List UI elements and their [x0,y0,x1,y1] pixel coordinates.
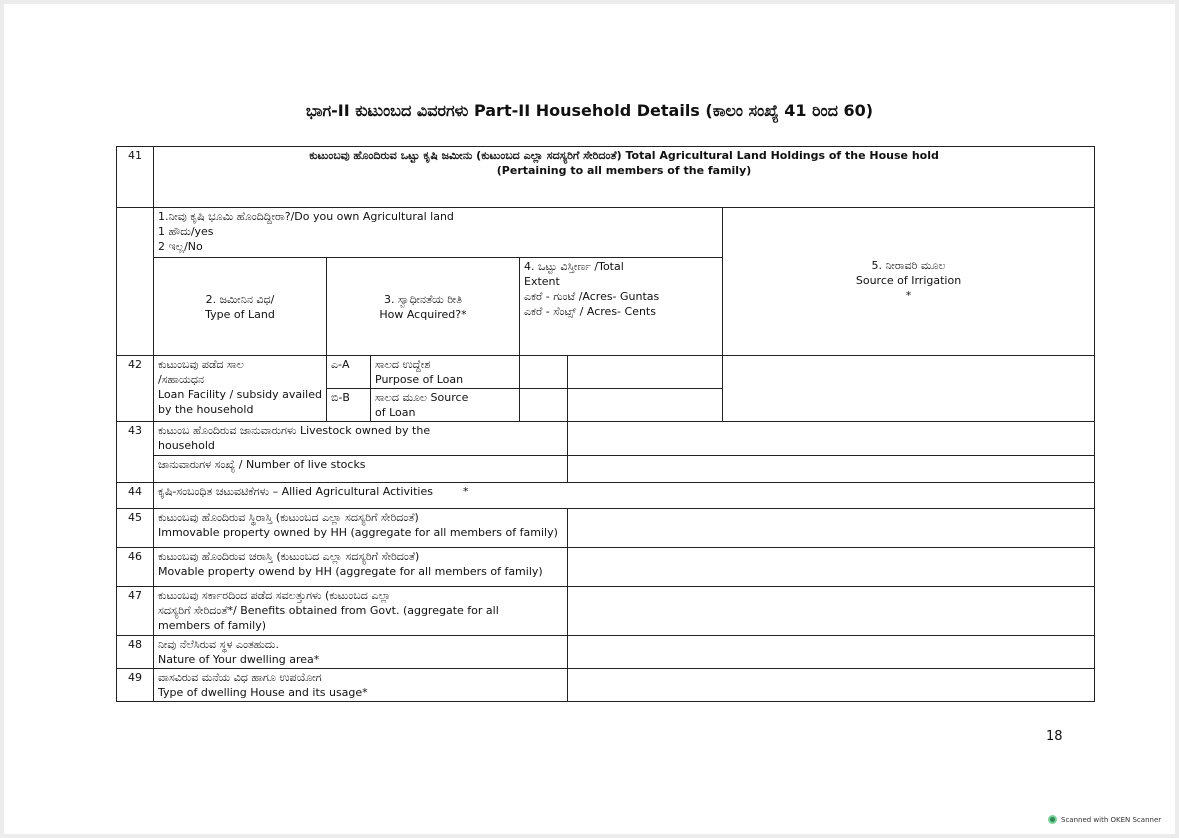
page-number: 18 [1046,729,1063,744]
table-row [117,636,1095,669]
row-number: 42 [117,356,154,422]
table-row [117,456,1095,483]
section-heading: ಕುಟುಂಬವು ಹೊಂದಿರುವ ಒಟ್ಟು ಕೃಷಿ ಜಮೀನು (ಕುಟುಂಬದ ಎಲ್ಲಾ ಸದಸ್ಯರಿಗೆ ಸೇರಿದಂತೆ) Total Agricultural Land Holdings of the House hold (Pertaining to all members of the family) [154,147,1095,208]
loan-source-label: ಸಾಲದ ಮೂಲ Source of Loan [371,389,520,422]
scanner-watermark: Scanned with OKEN Scanner [1048,815,1161,824]
loan-source-field-2[interactable] [568,389,723,422]
livestock-field[interactable] [568,422,1095,456]
question-own-land: 1.ನೀವು ಕೃಷಿ ಭೂಮಿ ಹೊಂದಿದ್ದೀರಾ?/Do you own Agricultural land 1 ಹೌದು/yes 2 ಇಲ್ಲ/No [154,208,723,258]
loan-source-field[interactable] [520,389,568,422]
movable-property-field[interactable] [568,548,1095,587]
loan-remarks-field[interactable] [723,356,1095,422]
type-of-land-header: 2. ಜಮೀನಿನ ವಿಧ/ Type of Land [154,258,327,356]
table-row [117,356,1095,389]
row-number: 48 [117,636,154,669]
dwelling-type-field[interactable] [568,669,1095,702]
immovable-property-field[interactable] [568,509,1095,548]
movable-property-label: ಕುಟುಂಬವು ಹೊಂದಿರುವ ಚರಾಸ್ತಿ (ಕುಟುಂಬದ ಎಲ್ಲಾ ಸದಸ್ಯರಿಗೆ ಸೇರಿದಂತೆ) Movable property owend by HH (aggregate for all members of family) [154,548,568,587]
scanner-logo-icon [1048,815,1057,824]
row-number: 45 [117,509,154,548]
table-row [117,147,1095,208]
allied-activities-label: ಕೃಷಿ-ಸಂಬಂಧಿತ ಚಟುವಟಿಕೆಗಳು – Allied Agricultural Activities * [154,483,1095,509]
row-number: 46 [117,548,154,587]
total-extent-header: 4. ಒಟ್ಟು ವಿಸ್ತೀರ್ಣ /Total Extent ಎಕರೆ - ಗುಂಟೆ /Acres- Guntas ಎಕರೆ - ಸೆಂಟ್ಸ್ / Acres- Cents [520,258,723,356]
row-number: 49 [117,669,154,702]
row-number-blank [117,208,154,356]
dwelling-area-field[interactable] [568,636,1095,669]
loan-a-code: ಎ-A [327,356,371,389]
loan-b-code: ಬಿ-B [327,389,371,422]
table-row [117,422,1095,456]
govt-benefits-field[interactable] [568,587,1095,636]
dwelling-area-label: ನೀವು ನೆಲೆಸಿರುವ ಸ್ಥಳ ಎಂತಹುದು. Nature of Your dwelling area* [154,636,568,669]
table-row [117,483,1095,509]
immovable-property-label: ಕುಟುಂಬವು ಹೊಂದಿರುವ ಸ್ಥಿರಾಸ್ತಿ (ಕುಟುಂಬದ ಎಲ್ಲಾ ಸದಸ್ಯರಿಗೆ ಸೇರಿದಂತೆ) Immovable property owned by HH (aggregate for all members of family) [154,509,568,548]
dwelling-type-label: ವಾಸವಿರುವ ಮನೆಯ ವಿಧ ಹಾಗೂ ಉಪಯೋಗ Type of dwelling House and its usage* [154,669,568,702]
loan-purpose-field-2[interactable] [568,356,723,389]
livestock-count-label: ಜಾನುವಾರುಗಳ ಸಂಖ್ಯೆ / Number of live stocks [154,456,568,483]
table-row [117,669,1095,702]
table-row [117,208,1095,258]
loan-facility-label: ಕುಟುಂಬವು ಪಡೆದ ಸಾಲ /ಸಹಾಯಧನ Loan Facility / subsidy availed by the household [154,356,327,422]
row-number: 41 [117,147,154,208]
irrigation-source-header: 5. ನೀರಾವರಿ ಮೂಲ Source of Irrigation * [723,208,1095,356]
govt-benefits-label: ಕುಟುಂಬವು ಸರ್ಕಾರದಿಂದ ಪಡೆದ ಸವಲತ್ತುಗಳು (ಕುಟುಂಬದ ಎಲ್ಲಾ ಸದಸ್ಯರಿಗೆ ಸೇರಿದಂತೆ*/ Benefits obtained from Govt. (aggregate for all members of family) [154,587,568,636]
page-title: ಭಾಗ-II ಕುಟುಂಬದ ವಿವರಗಳು Part-II Household Details (ಕಾಲಂ ಸಂಖ್ಯೆ 41 ರಿಂದ 60) [305,101,874,120]
livestock-count-field[interactable] [568,456,1095,483]
livestock-label: ಕುಟುಂಬ ಹೊಂದಿರುವ ಜಾನುವಾರುಗಳು Livestock owned by the household [154,422,568,456]
household-details-table [116,146,1095,702]
row-number: 43 [117,422,154,483]
how-acquired-header: 3. ಸ್ವಾಧೀನತೆಯ ರೀತಿ How Acquired?* [327,258,520,356]
table-row [117,509,1095,548]
loan-purpose-label: ಸಾಲದ ಉದ್ದೇಶ Purpose of Loan [371,356,520,389]
table-row [117,587,1095,636]
loan-purpose-field[interactable] [520,356,568,389]
row-number: 47 [117,587,154,636]
table-row [117,548,1095,587]
row-number: 44 [117,483,154,509]
